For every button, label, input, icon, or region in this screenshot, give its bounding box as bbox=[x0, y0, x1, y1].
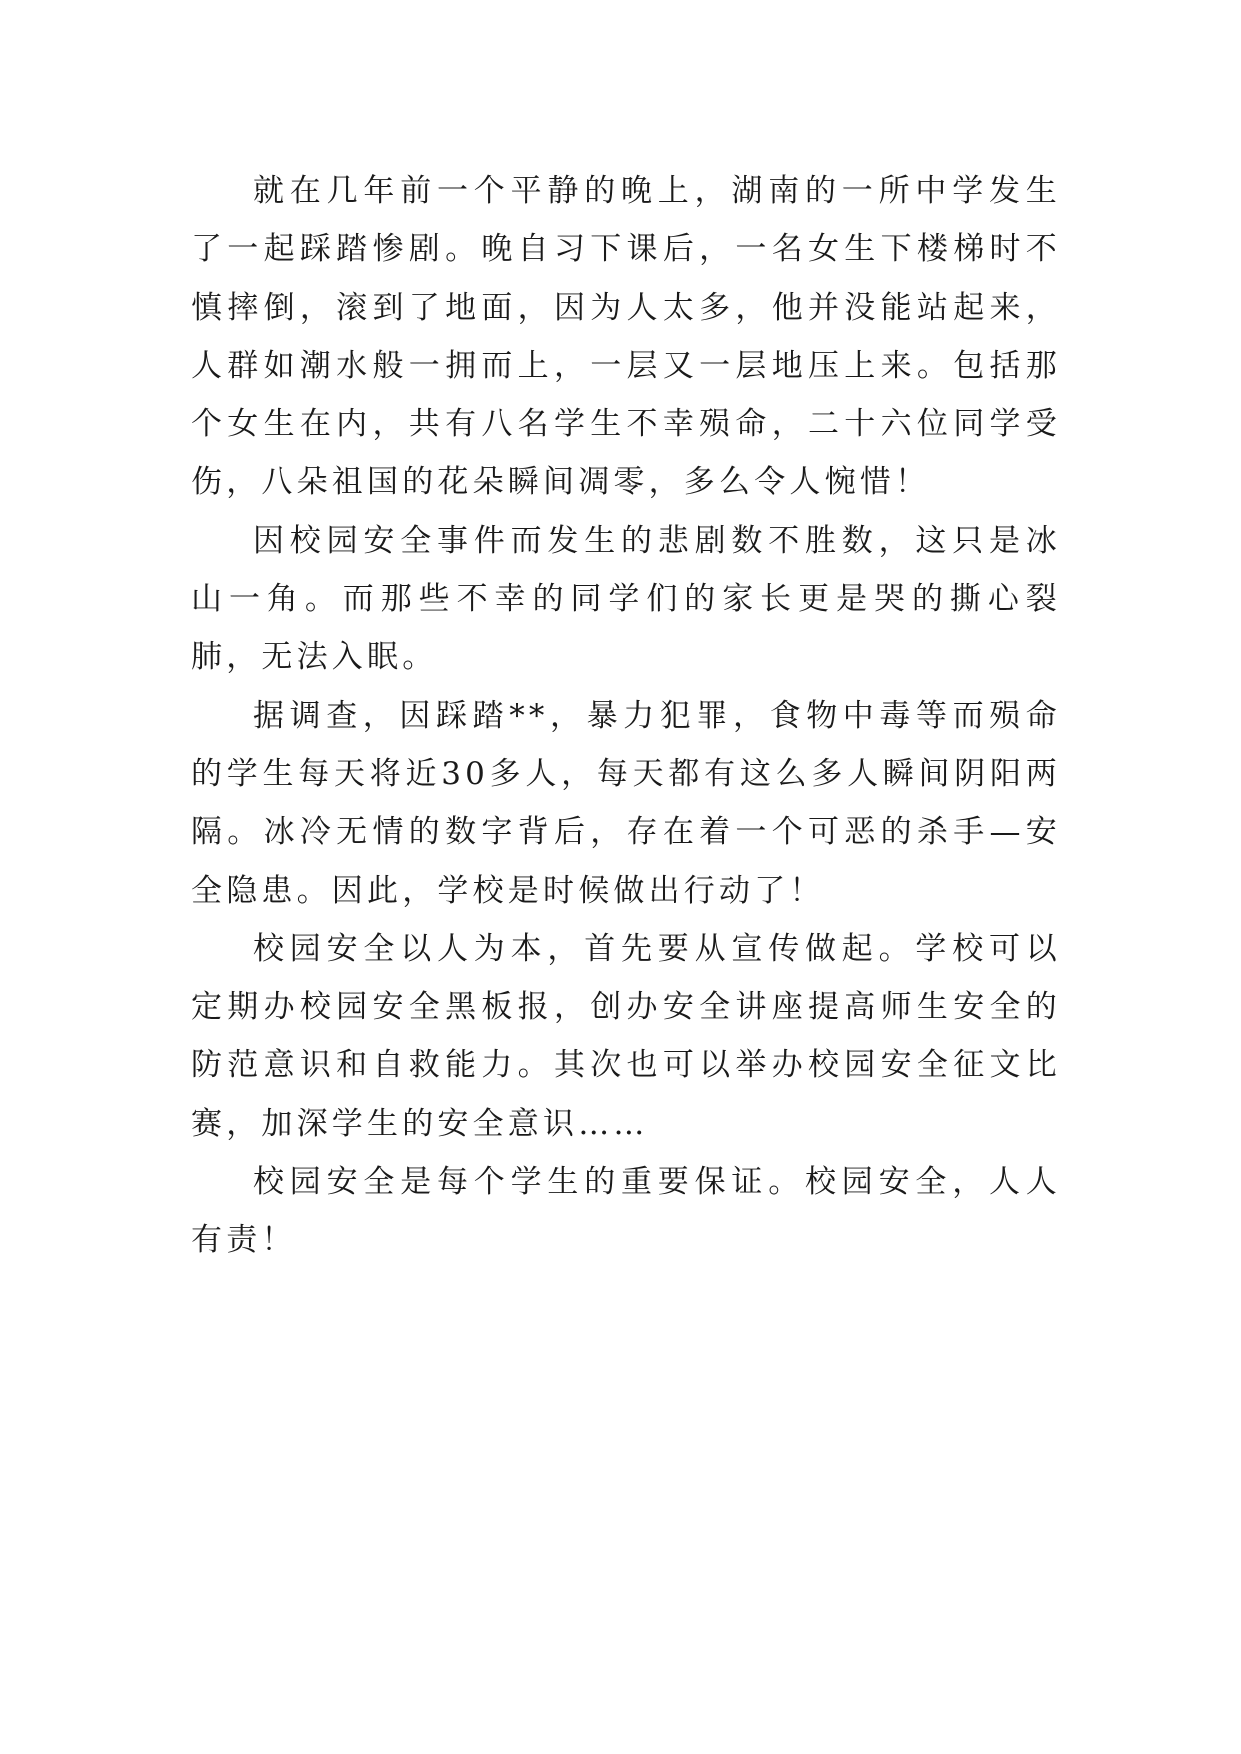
paragraph-tip-of-iceberg: 因校园安全事件而发生的悲剧数不胜数，这只是冰山一角。而那些不幸的同学们的家长更是哭的撕心裂肺，无法入眠。 bbox=[191, 522, 1061, 676]
paragraph-safety-measures: 校园安全以人为本，首先要从宣传做起。学校可以定期办校园安全黑板报，创办安全讲座提高师生安全的防范意识和自救能力。其次也可以举办校园安全征文比赛，加深学生的安全意识…… bbox=[191, 930, 1061, 1142]
document-body bbox=[191, 162, 1061, 1270]
paragraph-survey-statistics: 据调查，因踩踏**，暴力犯罪，食物中毒等而殒命的学生每天将近30多人，每天都有这么多人瞬间阴阳两隔。冰冷无情的数字背后，存在着一个可恶的杀手—安全隐患。因此，学校是时候做出行动了！ bbox=[191, 697, 1061, 909]
paragraph-conclusion: 校园安全是每个学生的重要保证。校园安全，人人有责！ bbox=[191, 1164, 1061, 1259]
paragraph-stampede-incident: 就在几年前一个平静的晚上，湖南的一所中学发生了一起踩踏惨剧。晚自习下课后，一名女生下楼梯时不慎摔倒，滚到了地面，因为人太多，他并没能站起来，人群如潮水般一拥而上，一层又一层地压上来。包括那个女生在内，共有八名学生不幸殒命，二十六位同学受伤，八朵祖国的花朵瞬间凋零，多么令人惋惜！ bbox=[191, 173, 1061, 501]
